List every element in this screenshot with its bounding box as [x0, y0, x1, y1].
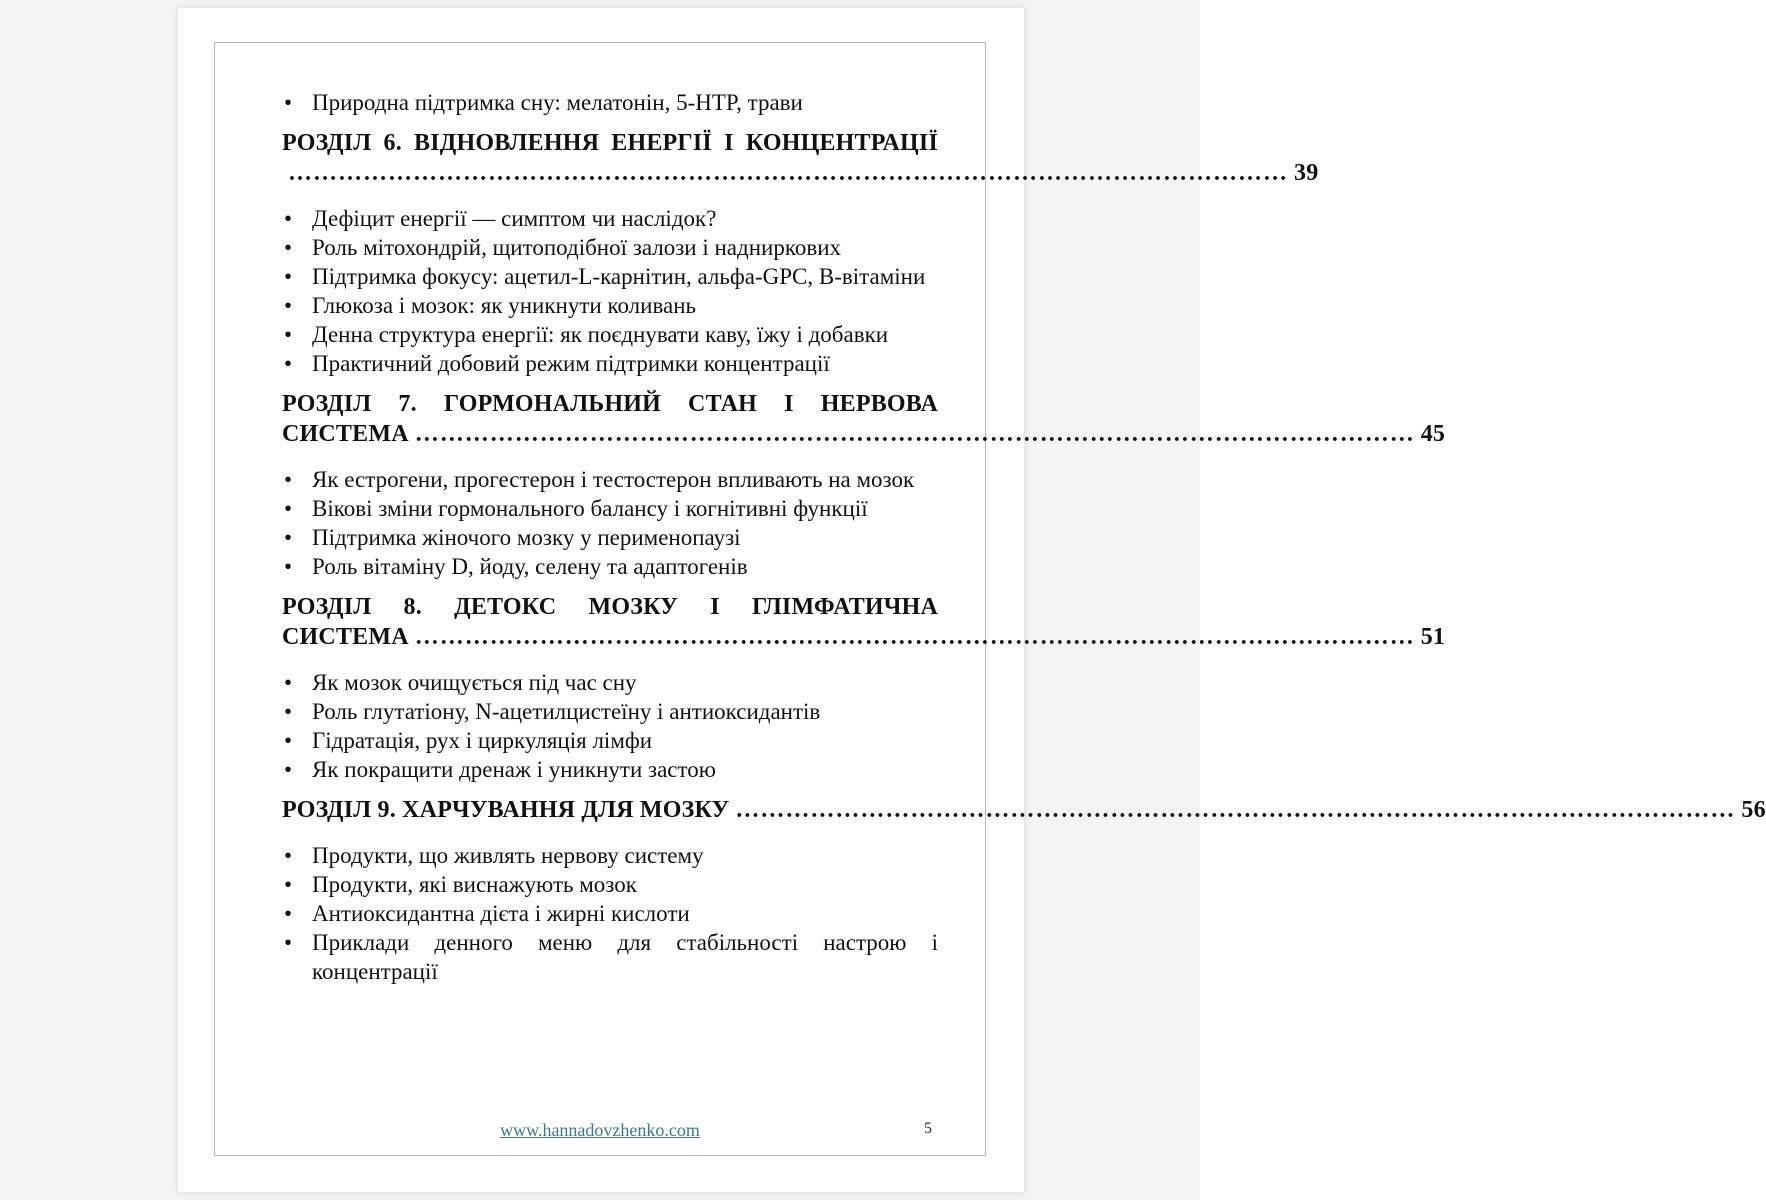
section-title[interactable]	[282, 389, 1446, 449]
dot-leader: …………………………………………………………………………………………………………	[288, 160, 1288, 186]
section-title-dots-line	[282, 795, 1766, 825]
table-of-contents	[282, 88, 1766, 986]
section-title-line: РОЗДІЛ 8. ДЕТОКС МОЗКУ І ГЛІМФАТИЧНА	[282, 594, 938, 620]
list-item: • Як покращити дренаж і уникнути застою	[282, 755, 938, 784]
list-item: • Природна підтримка сну: мелатонін, 5-HTP, трави	[282, 88, 938, 117]
section-bullet-list	[282, 465, 938, 581]
website-link[interactable]: www.hannadovzhenko.com	[500, 1120, 700, 1140]
section-title-lead: СИСТЕМА	[282, 624, 409, 650]
section-title-dots-line	[282, 622, 1446, 652]
list-item: • Підтримка фокусу: ацетил-L-карнітин, альфа-GPC, B-вітаміни	[282, 262, 938, 291]
section-title[interactable]	[282, 592, 1446, 652]
list-item: • Гідратація, рух і циркуляція лімфи	[282, 726, 938, 755]
section-page-number: 56	[1741, 797, 1766, 823]
section-title-line: РОЗДІЛ 7. ГОРМОНАЛЬНИЙ СТАН І НЕРВОВА	[282, 391, 938, 417]
section-title-lead: РОЗДІЛ 9. ХАРЧУВАННЯ ДЛЯ МОЗКУ	[282, 797, 730, 823]
section-title[interactable]	[282, 795, 1766, 825]
section-bullet-list	[282, 841, 938, 986]
section-title[interactable]	[282, 128, 1319, 188]
top-bullet-list	[282, 88, 938, 117]
section-page-number: 45	[1420, 421, 1446, 447]
list-item: • Дефіцит енергії — симптом чи наслідок?	[282, 204, 938, 233]
list-item: • Підтримка жіночого мозку у перименопаузі	[282, 523, 938, 552]
dot-leader: …………………………………………………………………………………………………………	[414, 421, 1415, 447]
list-item: • Приклади денного меню для стабільності настрою і концентрації	[282, 928, 938, 986]
list-item: • Продукти, що живлять нервову систему	[282, 841, 938, 870]
section-page-number: 51	[1420, 624, 1446, 650]
list-item: • Як мозок очищується під час сну	[282, 668, 938, 697]
section-title-dots-line	[282, 158, 1319, 188]
section-6	[282, 128, 1319, 378]
list-item: • Роль вітаміну D, йоду, селену та адаптогенів	[282, 552, 938, 581]
section-title-lead: СИСТЕМА	[282, 421, 409, 447]
section-7	[282, 389, 1446, 581]
dot-leader: …………………………………………………………………………………………………………	[414, 624, 1415, 650]
section-8	[282, 592, 1446, 784]
list-item: • Антиоксидантна дієта і жирні кислоти	[282, 899, 938, 928]
list-item: • Практичний добовий режим підтримки концентрації	[282, 349, 938, 378]
dot-leader: …………………………………………………………………………………………………………	[735, 797, 1736, 823]
section-title-dots-line	[282, 419, 1446, 449]
section-bullet-list	[282, 204, 938, 378]
list-item: • Денна структура енергії: як поєднувати каву, їжу і добавки	[282, 320, 938, 349]
list-item: • Роль глутатіону, N-ацетилцистеїну і антиоксидантів	[282, 697, 938, 726]
list-item: • Як естрогени, прогестерон і тестостерон впливають на мозок	[282, 465, 938, 494]
list-item: • Вікові зміни гормонального балансу і когнітивні функції	[282, 494, 938, 523]
section-title-line: РОЗДІЛ 6. ВІДНОВЛЕННЯ ЕНЕРГІЇ І КОНЦЕНТРАЦІЇ	[282, 130, 938, 156]
page-number: 5	[924, 1120, 932, 1137]
list-item: • Продукти, які виснажують мозок	[282, 870, 938, 899]
section-page-number: 39	[1294, 160, 1319, 186]
list-item: • Роль мітохондрій, щитоподібної залози і надниркових	[282, 233, 938, 262]
section-bullet-list	[282, 668, 938, 784]
section-9	[282, 795, 1766, 986]
list-item: • Глюкоза і мозок: як уникнути коливань	[282, 291, 938, 320]
